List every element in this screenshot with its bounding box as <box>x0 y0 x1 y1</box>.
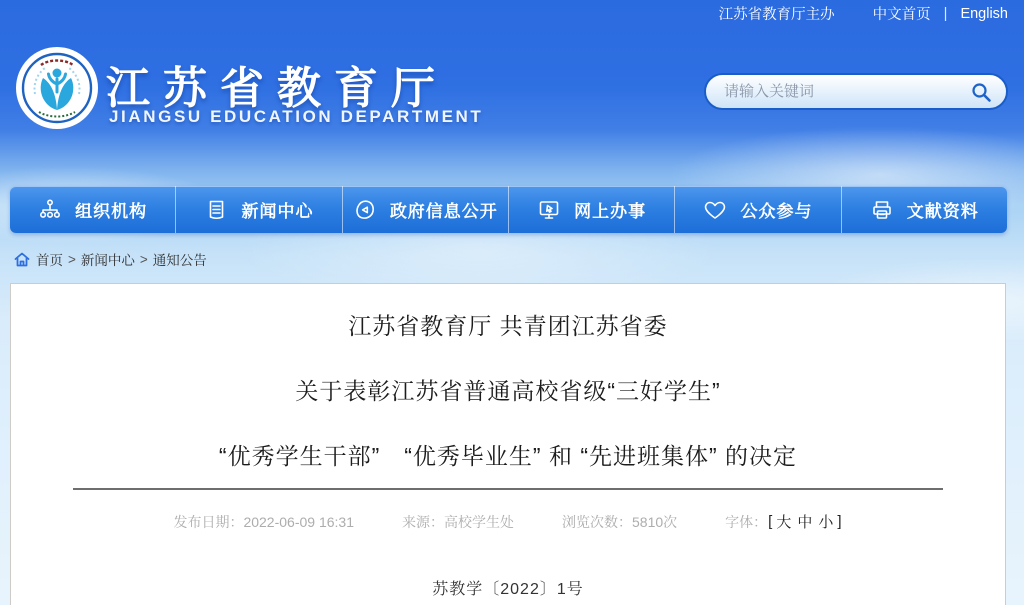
archive-printer-icon <box>870 198 894 222</box>
nav-item-news-center[interactable] <box>175 186 341 233</box>
breadcrumb <box>14 249 207 269</box>
top-links-bar <box>719 3 1008 24</box>
top-links-divider: | <box>943 5 948 22</box>
info-disclosure-icon <box>353 198 377 222</box>
nav-label: 组织机构 <box>75 202 148 221</box>
article-title-line-1: 江苏省教育厅 共青团江苏省委 <box>348 313 668 339</box>
view-count-label: 浏览次数： <box>562 513 632 530</box>
nav-label: 公众参与 <box>740 202 813 221</box>
font-bracket-close: ] <box>837 513 842 530</box>
article-title-block <box>11 284 1005 468</box>
host-site-link[interactable]: 江苏省教育厅主办 <box>718 7 835 23</box>
view-count <box>562 512 677 532</box>
home-icon <box>14 252 30 267</box>
nav-item-public-participation[interactable] <box>674 186 840 233</box>
publish-date <box>173 512 354 532</box>
publish-date-value: 2022-06-09 16:31 <box>243 513 354 530</box>
nav-item-online-services[interactable] <box>508 186 674 233</box>
font-size-picker <box>725 511 842 532</box>
breadcrumb-separator: > <box>139 251 148 267</box>
article-panel <box>10 283 1006 605</box>
source <box>402 512 514 532</box>
source-label: 来源： <box>402 513 444 530</box>
source-value: 高校学生处 <box>444 513 514 530</box>
site-title-en: JIANGSU EDUCATION DEPARTMENT <box>109 107 484 126</box>
main-nav <box>10 186 1007 233</box>
breadcrumb-notices[interactable]: 通知公告 <box>152 253 207 268</box>
font-size-label: 字体： <box>725 513 768 530</box>
news-doc-icon <box>204 198 228 222</box>
search-box <box>704 73 1008 110</box>
online-service-monitor-icon <box>537 198 561 222</box>
nav-label: 政府信息公开 <box>389 202 498 221</box>
article-meta-row <box>11 511 1005 532</box>
font-size-medium-button[interactable]: 中 <box>797 514 813 531</box>
nav-label: 网上办事 <box>574 202 647 221</box>
breadcrumb-separator: > <box>68 251 76 267</box>
chinese-home-link[interactable]: 中文首页 <box>872 7 931 23</box>
document-number: 苏教学〔2022〕1号 <box>432 581 584 598</box>
nav-item-organization[interactable] <box>10 186 175 233</box>
article-title-line-2: 关于表彰江苏省普通高校省级“三好学生” <box>295 378 721 404</box>
nav-label: 新闻中心 <box>241 202 314 221</box>
article-title-line-3: “优秀学生干部” “优秀毕业生” 和 “先进班集体” 的决定 <box>218 443 798 469</box>
heart-icon <box>703 198 727 222</box>
english-link[interactable]: English <box>960 5 1008 22</box>
publish-date-label: 发布日期： <box>173 513 244 530</box>
nav-item-gov-info[interactable] <box>342 186 508 233</box>
font-size-large-button[interactable]: 大 <box>776 514 792 531</box>
org-chart-icon <box>38 198 62 222</box>
jiangsu-education-logo <box>15 46 99 130</box>
search-icon[interactable] <box>968 79 994 105</box>
site-title: 江苏省教育厅 <box>106 64 448 113</box>
nav-label: 文献资料 <box>906 202 979 221</box>
font-size-small-button[interactable]: 小 <box>818 514 834 531</box>
breadcrumb-news-center[interactable]: 新闻中心 <box>80 253 135 268</box>
title-divider <box>73 488 943 490</box>
breadcrumb-home[interactable]: 首页 <box>36 253 63 268</box>
search-input[interactable] <box>724 83 968 100</box>
nav-item-documents[interactable] <box>841 186 1007 233</box>
font-bracket-open: [ <box>768 513 773 530</box>
view-count-value: 5810次 <box>632 513 678 530</box>
